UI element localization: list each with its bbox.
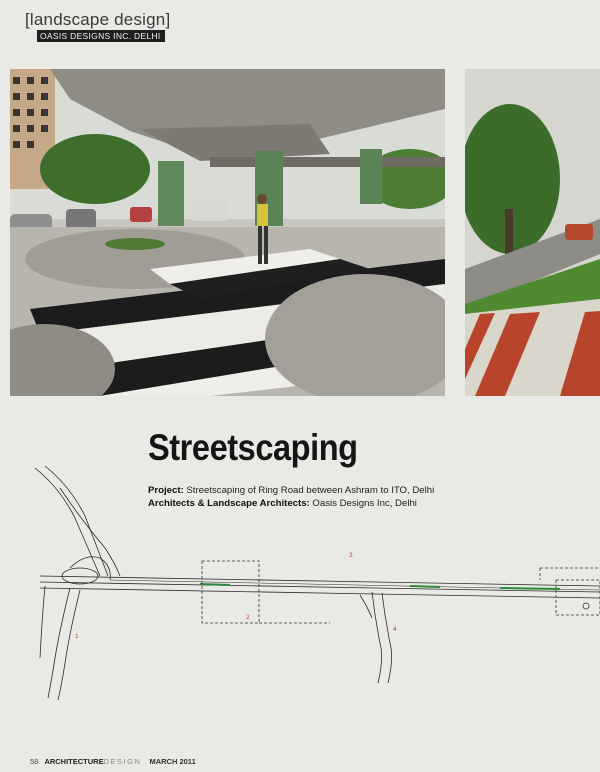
site-plan-drawing <box>0 458 600 728</box>
underpass-plaza-illustration <box>10 69 445 396</box>
plan-label-1: 1 <box>75 633 79 640</box>
architects-label: Architects & Landscape Architects: <box>148 498 310 509</box>
plan-label-2: 2 <box>246 614 250 621</box>
page-number: 58 <box>30 757 39 766</box>
page-footer <box>30 757 196 766</box>
firm-banner: OASIS DESIGNS INC. DELHI <box>37 30 165 42</box>
plan-label-4: 4 <box>393 626 397 633</box>
magazine-name-part1: ARCHITECTURE <box>44 757 104 766</box>
underpass-plaza-photo <box>10 69 445 396</box>
magazine-name-part2: DESIGN <box>103 757 142 766</box>
marker-icon <box>583 603 589 609</box>
project-value: Streetscaping of Ring Road between Ashram to ITO, Delhi <box>186 485 435 496</box>
section-label: [landscape design] <box>25 10 171 29</box>
pathway-illustration <box>465 69 600 396</box>
page-title: Streetscaping <box>148 427 358 468</box>
architects-value: Oasis Designs Inc, Delhi <box>312 498 417 509</box>
issue-date: MARCH 2011 <box>149 757 196 766</box>
plan-label-3: 3 <box>349 552 353 559</box>
project-label: Project: <box>148 485 184 496</box>
pathway-photo <box>465 69 600 396</box>
